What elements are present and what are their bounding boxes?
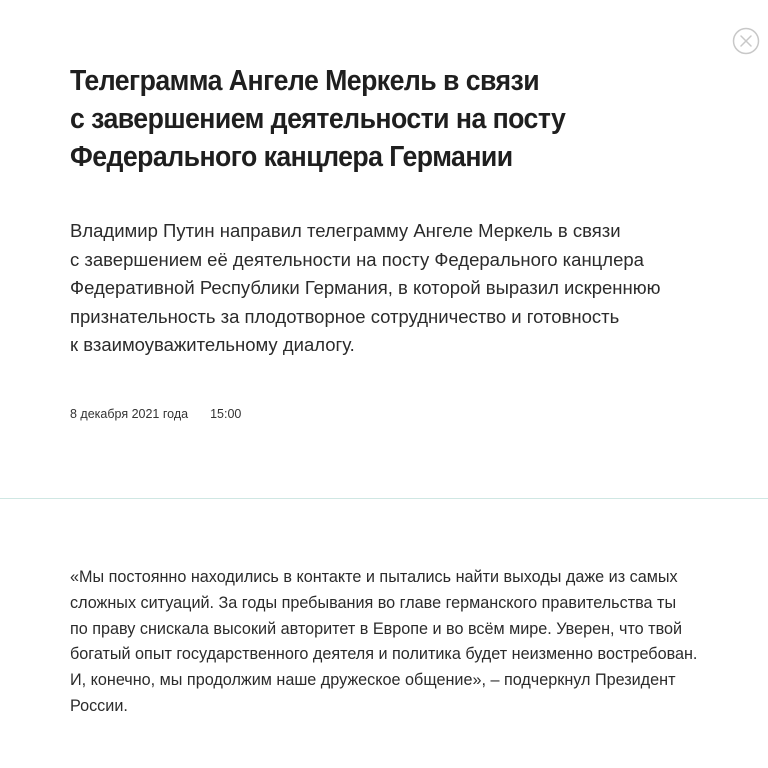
lead-line: Владимир Путин направил телеграмму Ангеле Меркель в связи [70,220,621,241]
title-line: Телеграмма Ангеле Меркель в связи [70,65,540,97]
body-line: богатый опыт государственного деятеля и политика будет неизменно востребован. [70,645,698,664]
lead-line: признательность за плодотворное сотрудничество и готовность [70,305,620,327]
title-line: с завершением деятельности на посту [70,103,566,135]
article-lead [70,217,710,360]
body-line: России. [70,696,128,715]
lead-line: к взаимоуважительному диалогу. [70,334,355,355]
body-line: «Мы постоянно находились в контакте и пытались найти выходы даже из самых [70,568,678,586]
body-line: сложных ситуаций. За годы пребывания во главе германского правительства ты [70,593,677,612]
lead-line: с завершением её деятельности на посту Федерального канцлера [70,248,644,270]
section-divider [0,498,768,499]
page-title [70,62,567,176]
title-line: Федерального канцлера Германии [70,141,513,173]
publish-time: 15:00 [210,407,242,421]
body-line: И, конечно, мы продолжим наше дружеское общение», – подчеркнул Президент [70,671,676,690]
publish-date: 8 декабря 2021 года [70,407,189,421]
close-icon [732,27,760,55]
lead-line: Федеративной Республики Германия, в которой выразил искреннюю [70,277,661,298]
close-button[interactable] [732,27,760,55]
article-body [70,565,730,720]
article-meta [70,406,241,422]
body-line: по праву снискала высокий авторитет в Европе и во всём мире. Уверен, что твой [70,619,683,638]
